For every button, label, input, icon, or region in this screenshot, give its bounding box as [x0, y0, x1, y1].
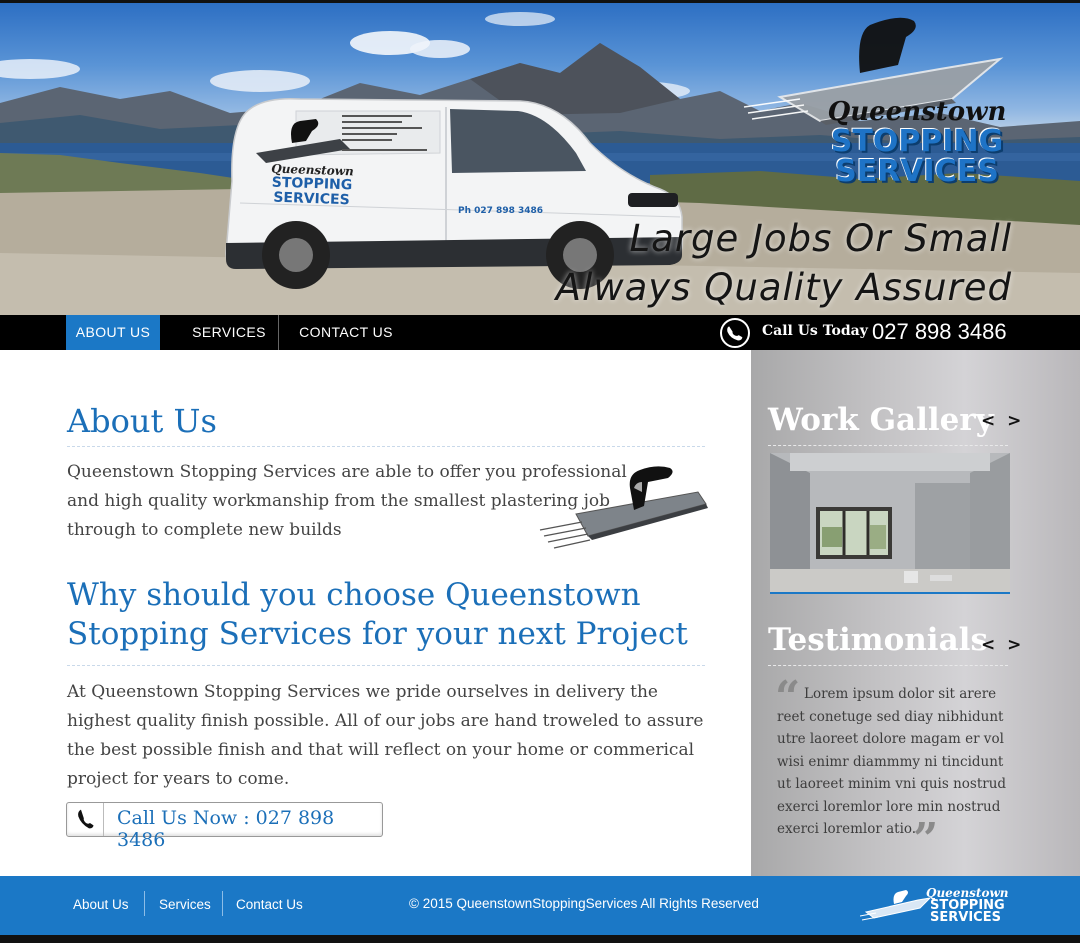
- footer-link-about-us[interactable]: About Us: [73, 897, 129, 912]
- nav-item-about-us[interactable]: ABOUT US: [66, 315, 160, 350]
- footer: [0, 876, 1080, 935]
- testimonials-heading: Testimonials: [768, 622, 988, 658]
- logo-text-queenstown: Queenstown: [827, 97, 1007, 127]
- footer-logo-line3: SERVICES: [930, 910, 1001, 925]
- testimonial-text: Lorem ipsum dolor sit arere reet conetuge sed diay nibhidunt utre laoreet dolore magam er vol wisi enimr diammmy ni tincidunt ut laoreet minim vni quis nostrud exerci loremlor lore min nostrud exerci loremlor atio.: [777, 686, 1007, 837]
- why-choose-text: At Queenstown Stopping Services we pride ourselves in delivery the highest quality finish possible. All of our jobs are hand troweled to assure the best possible finish and that will reflect on your home or commerical project for years to come.: [67, 682, 704, 789]
- divider: [768, 665, 1008, 666]
- quote-close-icon: ”: [913, 814, 939, 865]
- tagline-line2: Always Quality Assured: [555, 266, 1012, 309]
- footer-logo[interactable]: [860, 884, 1020, 930]
- divider: [768, 445, 1008, 446]
- footer-divider: [144, 891, 145, 916]
- gallery-image[interactable]: [770, 453, 1010, 594]
- phone-icon: [720, 318, 750, 348]
- phone-icon: [67, 803, 104, 836]
- footer-bottom-bar: [0, 935, 1080, 943]
- about-us-text: Queenstown Stopping Services are able to offer you professional and high quality workmanship from the smallest plastering job through to complete new builds: [67, 462, 627, 540]
- van-decal-logo: [265, 161, 358, 208]
- hero-banner: [0, 0, 1080, 315]
- call-us-today-label: Call Us Today: [762, 323, 868, 339]
- nav-item-contact-us[interactable]: CONTACT US: [299, 324, 393, 340]
- van-decal-line3: SERVICES: [273, 189, 350, 209]
- footer-link-contact-us[interactable]: Contact Us: [236, 897, 303, 912]
- testimonials-nav-arrows[interactable]: < >: [981, 635, 1025, 655]
- brand-logo[interactable]: [812, 97, 1022, 187]
- van-decal-line2: STOPPING: [271, 174, 353, 194]
- nav-divider: [278, 315, 279, 350]
- footer-link-services[interactable]: Services: [159, 897, 211, 912]
- logo-text-services: SERVICES: [835, 154, 999, 189]
- divider: [67, 446, 705, 447]
- van-decal-phone: Ph 027 898 3486: [458, 206, 544, 216]
- quote-open-icon: “: [775, 672, 801, 723]
- nav-item-services[interactable]: SERVICES: [192, 324, 266, 340]
- call-us-now-label: Call Us Now : 027 898 3486: [117, 807, 335, 851]
- footer-divider: [222, 891, 223, 916]
- why-choose-heading: Why should you choose Queenstown Stopping Services for your next Project: [67, 577, 688, 652]
- main-nav: [0, 315, 1080, 350]
- tagline-line1: Large Jobs Or Small: [629, 217, 1012, 260]
- gallery-nav-arrows[interactable]: < >: [981, 411, 1025, 431]
- work-gallery-heading: Work Gallery: [768, 402, 994, 438]
- header-phone-number[interactable]: 027 898 3486: [872, 319, 1007, 344]
- logo-text-stopping: STOPPING: [830, 124, 1004, 159]
- main-content: [0, 350, 751, 876]
- divider: [67, 665, 705, 666]
- footer-logo-line1: Queenstown: [926, 886, 1009, 900]
- footer-logo-line2: STOPPING: [930, 898, 1005, 913]
- van-decal-line1: Queenstown: [271, 161, 355, 179]
- about-us-heading: About Us: [67, 402, 217, 440]
- sidebar: [751, 350, 1080, 876]
- copyright-text: © 2015 QueenstownStoppingServices All Rights Reserved: [409, 896, 759, 911]
- call-us-now-button[interactable]: [66, 802, 383, 851]
- trowel-icon: [538, 462, 710, 552]
